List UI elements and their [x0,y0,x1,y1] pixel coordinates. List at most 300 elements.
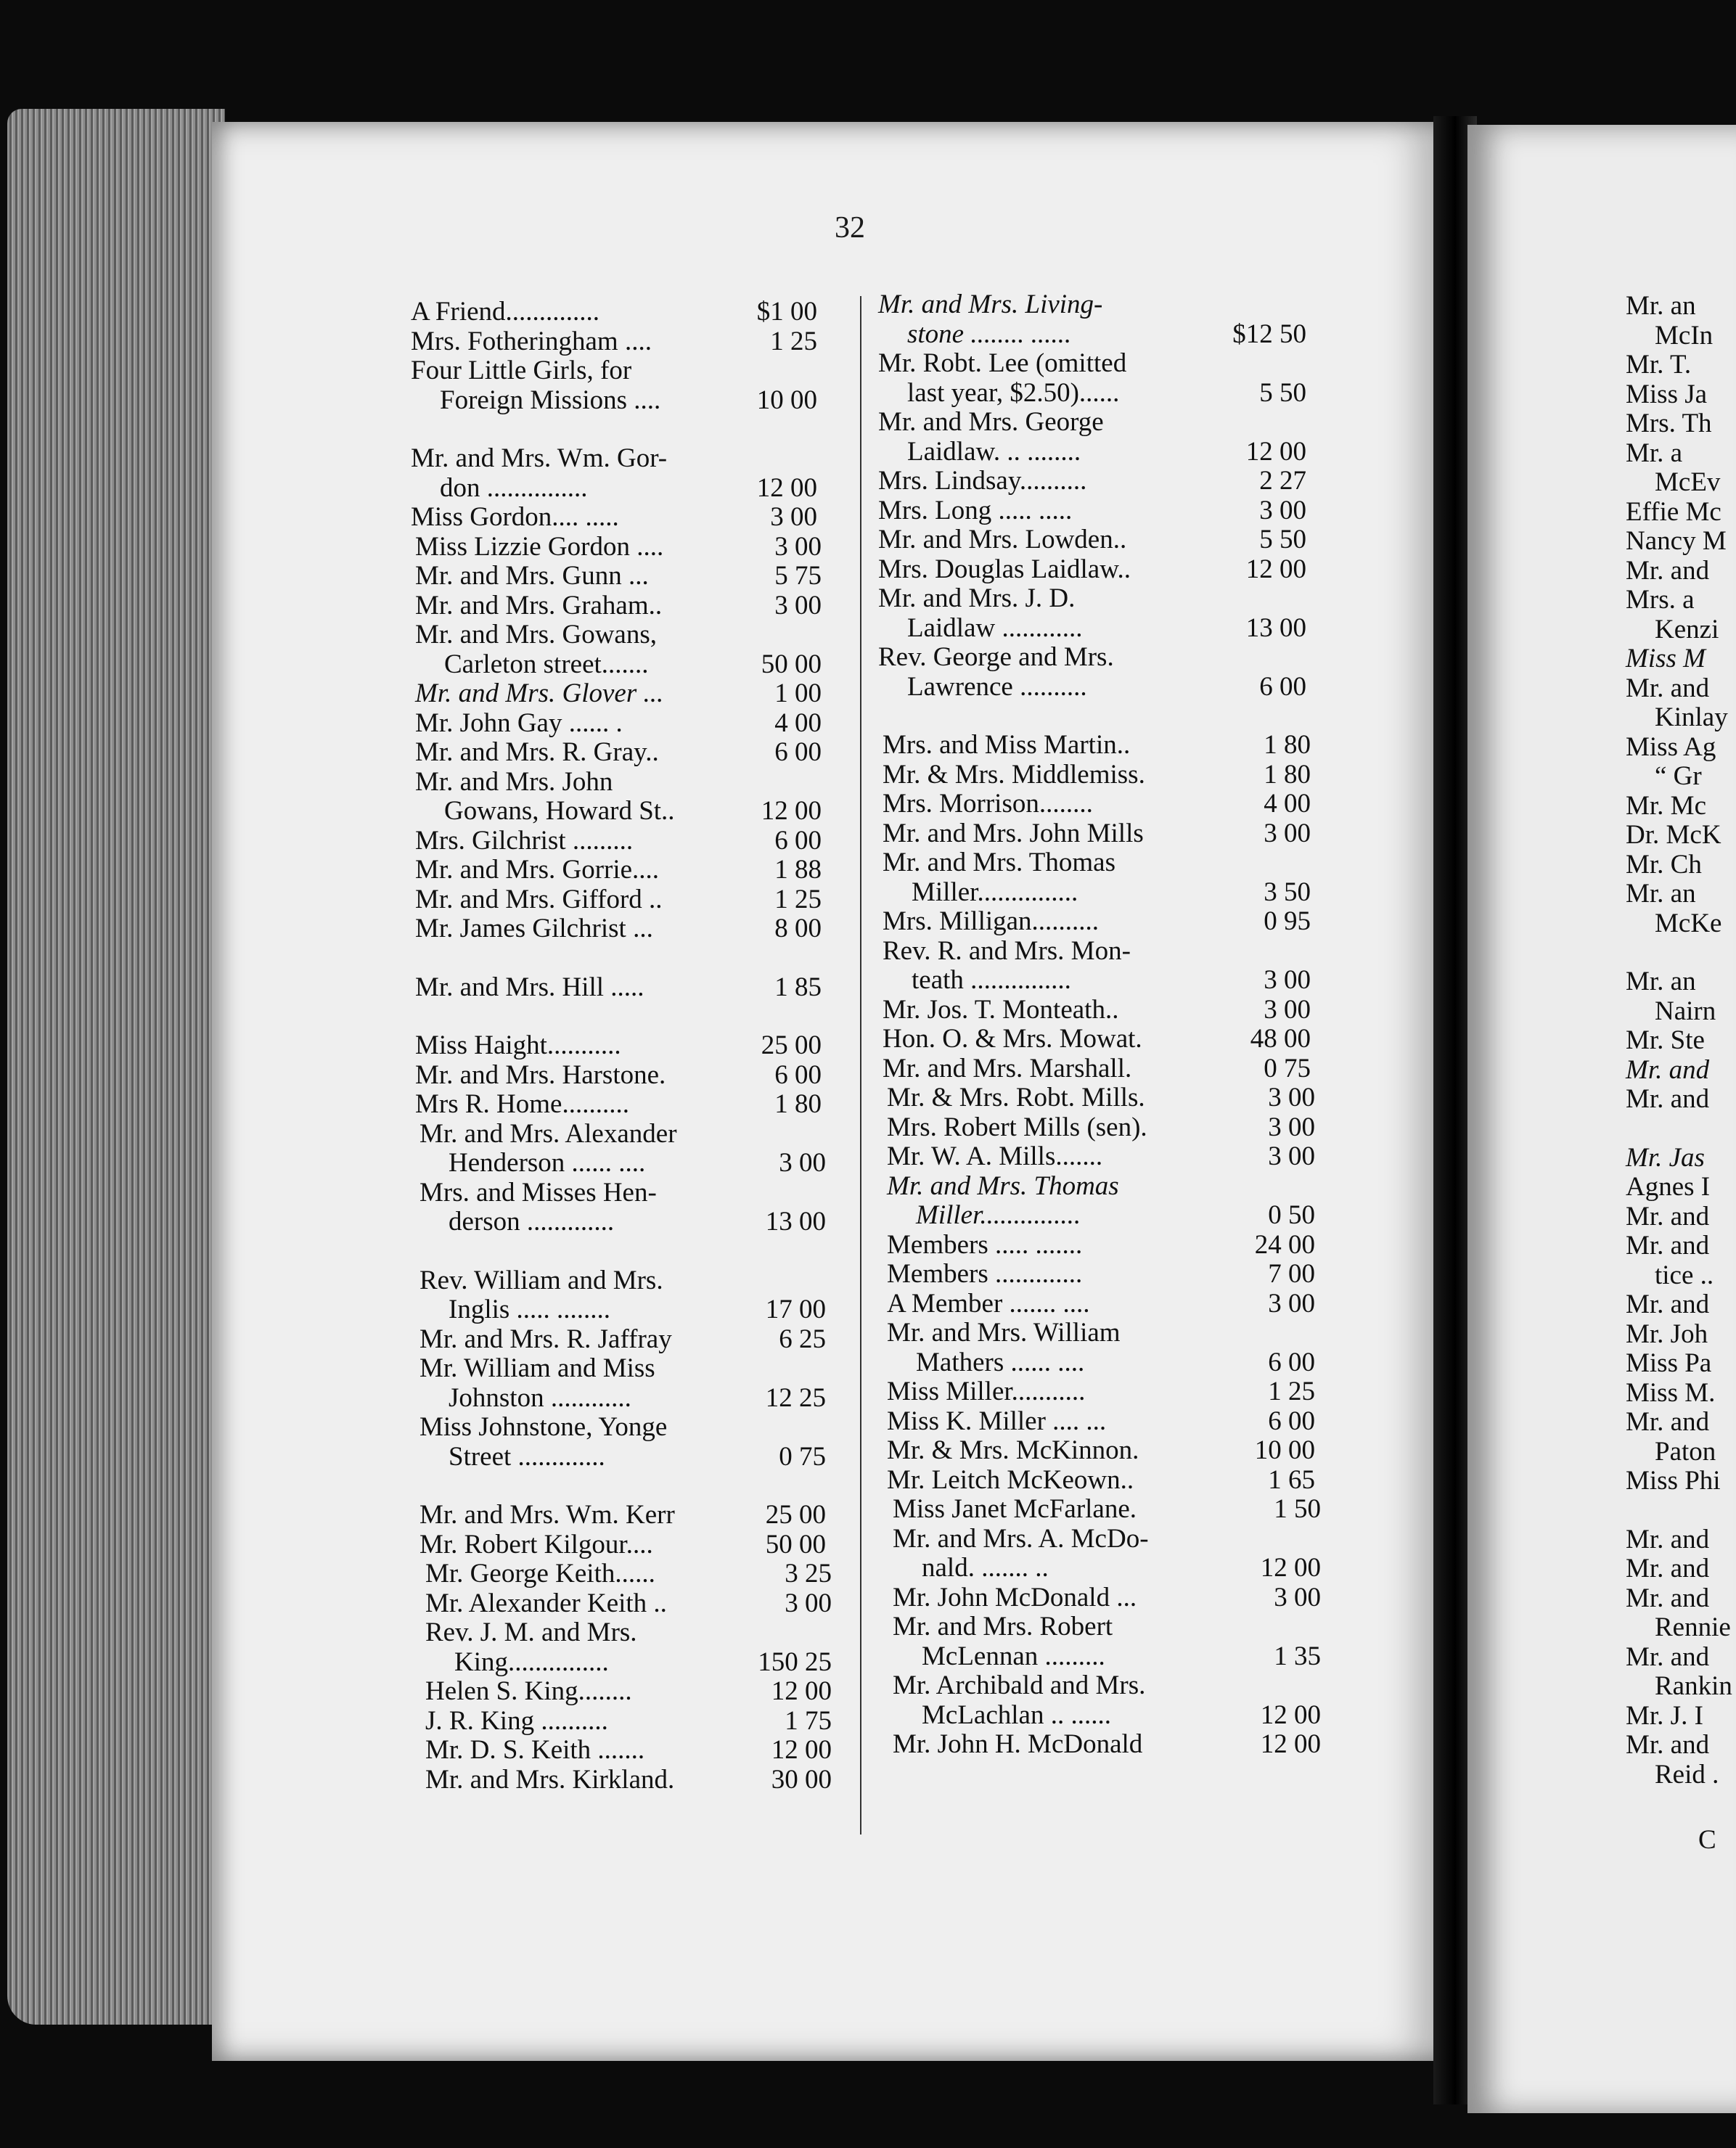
right-page-fragment: Mr. and [1626,1084,1710,1114]
donation-amount: 6 25 [779,1324,826,1354]
subscriber-entry [887,1319,1315,1377]
subscriber-name [415,856,743,885]
subscriber-name-line: Rev. William and Mrs. [419,1265,663,1295]
subscriber-name-line: Miss Johnstone, Yonge [419,1412,668,1442]
subscriber-entry [415,1031,822,1061]
subscriber-name [883,937,1232,996]
subscriber-name-line: Mrs. Milligan.......... [883,906,1100,936]
subscriber-name-line: Mr. and Mrs. Alexander [419,1118,677,1149]
subscriber-entry [425,1677,832,1707]
subscriber-name-line: Mr. and Mrs. Living- [878,290,1103,319]
subscriber-name-line: Miss Miller........... [887,1377,1086,1406]
right-page-fragment: Mr. and [1626,1524,1710,1554]
donation-amount: 10 00 [756,385,817,415]
subscriber-name-line: Street ............. [449,1441,605,1472]
subscriber-name [887,1083,1237,1113]
subscriber-name-line: nald. ....... .. [922,1553,1049,1583]
subscriber-name-line: Mr. & Mrs. Robt. Mills. [887,1083,1145,1112]
right-page-fragment: Rankin [1655,1671,1732,1701]
subscriber-entry [887,1260,1315,1290]
subscriber-name-line: Inglis ..... ........ [449,1295,611,1324]
subscriber-name-line: Mr. Jos. T. Monteath.. [883,994,1119,1025]
subscriber-name [887,1377,1237,1407]
subscriber-entry [419,1354,826,1413]
subscriber-name-line: Mr. and Mrs. R. Gray.. [415,737,659,767]
subscriber-entry [893,1495,1321,1525]
subscriber-name [893,1525,1242,1583]
right-page-fragment: Mr. an [1626,291,1696,321]
donation-amount: $12 50 [1232,319,1306,349]
subscriber-entry [415,768,822,827]
subscriber-name [887,1142,1237,1172]
subscriber-entry [883,761,1311,790]
subscriber-name-line: McLachlan .. ...... [922,1700,1111,1730]
subscriber-entry [878,408,1306,467]
donation-amount: 5 50 [1259,525,1306,554]
subscriber-name-line: Miss Janet McFarlane. [893,1494,1137,1524]
subscriber-name [878,496,1228,526]
subscriber-entry [419,1266,826,1325]
donation-amount: 4 00 [774,708,822,738]
subscriber-name-line: Mr. John Gay ...... . [415,708,623,738]
subscriber-name-line: Laidlaw. .. ........ [907,436,1081,467]
subscriber-entry [411,444,817,503]
subscriber-name [415,562,743,591]
subscriber-name-line: Mr. James Gilchrist ... [415,914,653,943]
donation-amount: 3 00 [770,502,817,532]
right-page-fragment: Mr. and [1626,1231,1710,1260]
donation-amount: 12 00 [1245,554,1306,584]
subscriber-name-line: Mr. Robt. Lee (omitted [878,348,1127,378]
subscriber-entry [893,1525,1321,1583]
subscriber-name-line: derson ............. [449,1207,615,1237]
subscriber-name [415,885,743,915]
subscriber-name [419,1413,748,1472]
subscriber-name-line: teath ............... [912,965,1071,995]
subscriber-name [887,1290,1237,1319]
subscriber-entry [883,731,1311,761]
donation-amount: 17 00 [765,1295,826,1324]
subscriber-entry [893,1612,1321,1671]
subscriber-name-line: Rev. George and Mrs. [878,642,1114,672]
right-page-fragment: Mr. Ste [1626,1025,1705,1055]
donation-amount: 1 80 [1264,730,1311,760]
right-page-fragment: Mr. and [1626,1201,1710,1231]
subscriber-entry [425,1766,832,1795]
donation-amount: 3 00 [779,1148,826,1178]
donation-amount: 25 00 [761,1030,822,1060]
subscriber-name [425,1736,753,1766]
donation-amount: 6 00 [774,737,822,767]
donation-amount: 50 00 [761,649,822,679]
subscriber-name-line: Mrs. Lindsay.......... [878,466,1087,496]
right-page-fragment: Miss Ag [1626,731,1716,762]
subscriber-name [415,738,743,768]
donation-amount: 3 50 [1264,877,1311,907]
subscriber-name-line: Mr. and Mrs. A. McDo- [893,1523,1149,1554]
donation-amount: 6 00 [1268,1347,1315,1377]
subscriber-name [425,1707,753,1737]
donation-amount: 24 00 [1254,1229,1315,1260]
subscriber-name-line: Mrs R. Home.......... [415,1089,629,1119]
right-page-fragment: Kinlay [1655,702,1728,732]
subscriber-name-line: Lawrence .......... [907,671,1087,702]
subscriber-name-line: Miss Gordon.... ..... [411,502,619,532]
subscriber-entry [411,356,817,415]
donation-amount: 1 25 [774,884,822,914]
donation-amount: 1 80 [1264,759,1311,790]
subscriber-entry [887,1290,1315,1319]
right-page-fragment: Mr. an [1626,879,1696,909]
subscriber-name [415,709,743,739]
donation-amount: 30 00 [771,1764,832,1795]
subscriber-name [887,1172,1237,1231]
subscriber-name-line: Mr. Leitch McKeown.. [887,1464,1134,1495]
donation-amount: 150 25 [758,1647,832,1677]
donation-amount: 0 75 [1264,1053,1311,1083]
subscriber-name [415,768,743,827]
donation-amount: 3 00 [1264,818,1311,848]
donation-amount: 3 00 [1268,1083,1315,1112]
donation-amount: 4 00 [1264,789,1311,819]
donation-amount: 13 00 [1245,612,1306,643]
donation-amount: 12 00 [771,1735,832,1765]
subscriber-name-line: Miss Haight........... [415,1030,621,1060]
right-page-fragment: Effie Mc [1626,496,1721,527]
subscriber-name-line: J. R. King .......... [425,1705,608,1736]
subscriber-entry [878,349,1306,408]
subscriber-name [419,1501,748,1530]
subscriber-entry [415,1061,822,1091]
subscriber-entry [411,327,817,357]
right-page-fragment: Miss M. [1626,1377,1716,1408]
subscriber-name-line: Mr. and Mrs. Gowans, [415,620,657,649]
subscriber-name [883,848,1232,907]
subscriber-name [883,907,1232,937]
donation-amount: 13 00 [765,1207,826,1237]
page-edges [7,109,225,2025]
subscriber-entry [425,1559,832,1589]
donation-amount: 3 00 [1268,1112,1315,1142]
right-page-fragment: Mr. and [1626,1054,1710,1085]
donation-amount: 3 00 [1264,994,1311,1025]
subscriber-entry [883,1054,1311,1084]
subscriber-name-line: Mrs. Gilchrist ......... [415,825,634,856]
subscriber-name-line: Mr. and Mrs. Hill ..... [415,972,644,1002]
subscriber-entry [415,709,822,739]
donation-amount: 0 50 [1268,1200,1315,1230]
subscriber-name [883,790,1232,819]
subscriber-name [887,1319,1237,1377]
donation-amount: 48 00 [1250,1024,1311,1054]
subscriber-name [887,1113,1237,1143]
subscriber-name-line: Laidlaw ............ [907,612,1083,643]
subscriber-name-line: Henderson ...... .... [449,1148,646,1178]
subscriber-name [419,1354,748,1413]
subscriber-name-line: Miller............... [916,1200,1081,1230]
subscriber-entry [887,1231,1315,1260]
donation-amount: 2 27 [1259,466,1306,496]
subscriber-name-line: Miller............... [912,877,1078,907]
subscriber-entry [411,298,817,327]
subscriber-entry [887,1466,1315,1496]
right-page-fragment: Mr. and [1626,1290,1710,1319]
right-page-fragment: Mrs. a [1626,585,1695,615]
subscriber-name-line: Mr. William and Miss [419,1353,655,1383]
subscriber-name-line: don ............... [440,472,588,503]
subscriber-name [893,1495,1242,1525]
right-page-fragment: Mr. and [1626,673,1710,703]
subscriber-entry [415,620,822,679]
subscriber-name-line: Carleton street....... [444,649,649,679]
subscriber-entry [883,819,1311,849]
subscriber-name [425,1559,753,1589]
subscriber-entry [878,555,1306,585]
subscriber-name-line: Four Little Girls, for [411,356,632,385]
subscriber-name [887,1466,1237,1496]
subscriber-entry [425,1589,832,1619]
subscriber-entry [887,1172,1315,1231]
right-page-fragment: Mr. and [1626,1730,1710,1760]
donation-amount: 6 00 [1259,671,1306,702]
subscriber-name-line: Mr. John H. McDonald [893,1729,1143,1759]
right-page-fragment: Miss M [1626,644,1706,673]
donation-amount: 12 00 [771,1676,832,1706]
donation-amount: 1 88 [774,855,822,885]
subscriber-name-line: Mr. and Mrs. Wm. Gor- [411,443,668,473]
donation-amount: 12 00 [1245,436,1306,467]
subscriber-entry [883,1025,1311,1054]
subscriber-entry [887,1407,1315,1437]
subscriber-name [883,1054,1232,1084]
subscriber-name [893,1730,1242,1760]
subscriber-name [425,1618,753,1677]
donation-amount: 12 00 [1260,1700,1321,1730]
donation-amount: 3 00 [1268,1288,1315,1319]
subscriber-name [425,1766,753,1795]
donation-amount: 1 25 [770,326,817,356]
subscriber-entry [893,1583,1321,1613]
subscriber-entry [887,1113,1315,1143]
right-page-fragment: Dr. McK [1626,820,1721,850]
subscriber-name-line: Gowans, Howard St.. [444,796,675,826]
subscriber-name-line: Mr. W. A. Mills....... [887,1141,1103,1171]
subscriber-name [893,1583,1242,1613]
right-page-fragment: Miss Pa [1626,1348,1712,1378]
right-page-fragment: Nancy M [1626,526,1727,556]
right-page-fragment: Mr. Jas [1626,1142,1705,1173]
subscriber-name [411,327,739,357]
subscriber-name-line: Mr. and Mrs. John Mills [883,818,1144,848]
donation-amount: 6 00 [774,825,822,856]
right-page-fragment: Mr. Joh [1626,1319,1708,1349]
subscriber-entry [893,1671,1321,1730]
subscriber-name-line: Mr. and Mrs. R. Jaffray [419,1324,672,1354]
subscriber-entry [415,591,822,621]
subscriber-name [419,1266,748,1325]
right-page-fragment: Mrs. Th [1626,409,1712,438]
donation-amount: 1 75 [785,1705,832,1736]
right-page-fragment: Mr. and [1626,555,1710,586]
subscriber-name [893,1612,1242,1671]
right-page-column [1626,292,1736,1856]
subscriber-name-line: Mrs. Robert Mills (sen). [887,1112,1147,1142]
right-page-fragment: Mr. T. [1626,350,1692,380]
subscriber-name [415,620,743,679]
subscriber-name-line: Mr. and Mrs. Lowden.. [878,525,1127,554]
subscriber-entry [878,467,1306,496]
donation-amount: 1 50 [1274,1494,1321,1524]
subscriber-name [419,1178,748,1237]
subscriber-name [411,298,739,327]
subscriber-name-line: Mrs. Morrison........ [883,789,1093,819]
donation-amount: 1 35 [1274,1641,1321,1671]
subscriber-name [415,1090,743,1120]
subscriber-name-line: Mr. Archibald and Mrs. [893,1671,1146,1700]
right-page-fragment: McIn [1655,320,1714,351]
right-page-fragment: McEv [1655,467,1721,497]
subscriber-name [411,503,739,533]
subscriber-name-line: Rev. J. M. and Mrs. [425,1618,637,1647]
donation-amount: 3 00 [1259,495,1306,525]
donation-amount: 3 00 [1264,965,1311,995]
subscriber-name [883,996,1232,1025]
subscriber-entry [415,914,822,944]
subscriber-name-line: Mr. and Mrs. William [887,1318,1121,1348]
subscriber-name [425,1677,753,1707]
subscriber-name-line: Mr. & Mrs. Middlemiss. [883,759,1145,790]
right-page-fragment: Mr. and [1626,1407,1710,1437]
subscriber-name [893,1671,1242,1730]
subscriber-entry [883,907,1311,937]
subscriber-name-line: Members ............. [887,1259,1083,1289]
right-page-fragment: Mr. Mc [1626,790,1706,821]
donation-amount: 1 80 [774,1089,822,1119]
right-page-fragment: Kenzi [1655,614,1719,644]
subscriber-name [415,591,743,621]
right-page-fragment: Mr. and [1626,1641,1710,1672]
right-page-fragment: Mr. and [1626,1554,1710,1583]
subscriber-name-line: Mr. Alexander Keith .. [425,1588,667,1618]
right-page-fragment: Paton [1655,1436,1716,1467]
donation-amount: 3 00 [1268,1141,1315,1171]
subscriber-name-line: Mr. and Mrs. Wm. Kerr [419,1500,675,1530]
subscriber-entry [415,533,822,562]
subscriber-name [887,1231,1237,1260]
donation-amount: 8 00 [774,914,822,943]
subscriber-entry [419,1501,826,1530]
subscriber-name-line: Mr. and Mrs. Harstone. [415,1059,666,1090]
right-page-fragment: Miss Phi [1626,1466,1721,1496]
subscriber-entry [415,562,822,591]
donation-amount: 3 00 [1274,1582,1321,1612]
donation-amount: 12 00 [756,472,817,503]
donation-amount: 25 00 [765,1500,826,1530]
subscriber-entry [887,1436,1315,1466]
subscriber-name [411,356,739,415]
right-page-fragment: “ Gr [1655,761,1702,791]
subscriber-entry [883,790,1311,819]
subscriber-name-line: Mr. and Mrs. Marshall. [883,1053,1132,1083]
subscriber-entry [878,496,1306,526]
subscriber-name [883,1025,1232,1054]
donation-amount: 12 00 [1260,1553,1321,1583]
subscriber-entry [893,1730,1321,1760]
subscriber-entry [878,290,1306,349]
right-page-fragment: Mr. an [1626,967,1696,996]
donation-amount: 1 25 [1268,1377,1315,1406]
subscriber-name-line: Mr. and Mrs. Gifford .. [415,884,663,914]
left-column [411,297,832,1795]
subscriber-name-line: Mathers ...... .... [916,1347,1085,1377]
subscriber-entry [425,1618,832,1677]
subscriber-name-line: Johnston ............ [449,1382,631,1413]
subscriber-name-line: Mrs. and Misses Hen- [419,1177,657,1208]
donation-amount: 1 00 [774,679,822,708]
subscriber-name-line: Mr. George Keith...... [425,1559,655,1589]
right-page-fragment: Mr. a [1626,438,1683,468]
donation-amount: 10 00 [1254,1435,1315,1465]
middle-column [878,290,1321,1760]
subscriber-name [878,643,1228,702]
signature-letter: C [1698,1825,1716,1855]
donation-amount: 3 00 [774,590,822,620]
subscriber-name [425,1589,753,1619]
subscriber-entry [878,643,1306,702]
subscriber-name-line: Mr. D. S. Keith ....... [425,1735,645,1765]
subscriber-entry [415,885,822,915]
donation-amount: 6 00 [774,1059,822,1090]
subscriber-name [878,408,1228,467]
subscriber-name-line: Mr. and Mrs. Graham.. [415,590,663,620]
subscriber-name [415,973,743,1003]
subscriber-name [887,1407,1237,1437]
donation-amount: 12 00 [761,796,822,826]
donation-amount: 3 00 [774,531,822,562]
right-page-fragment: Nairn [1655,996,1716,1026]
right-page-fragment: Reid . [1655,1759,1719,1790]
subscriber-entry [887,1142,1315,1172]
subscriber-name-line: A Member ....... .... [887,1288,1090,1319]
subscriber-name [419,1120,748,1178]
subscriber-name [419,1530,748,1560]
subscriber-entry [419,1413,826,1472]
right-page-fragment: tice .. [1655,1260,1714,1290]
subscriber-name [887,1436,1237,1466]
right-page-fragment: Mr. and [1626,1583,1710,1613]
subscriber-name-line: Mr. and Mrs. Thomas [887,1171,1119,1201]
subscriber-entry [883,848,1311,907]
right-page-fragment: Agnes I [1626,1172,1711,1202]
subscriber-name-line: Mr. and Mrs. Thomas [883,848,1116,877]
column-divider [860,296,861,1835]
subscriber-name [883,731,1232,761]
subscriber-name-line: A Friend.............. [411,297,600,327]
subscriber-entry [419,1325,826,1355]
subscriber-entry [883,937,1311,996]
subscriber-entry [878,525,1306,555]
donation-amount: 5 50 [1259,377,1306,408]
subscriber-name-line: Mr. and Mrs. George [878,407,1104,437]
subscriber-name-line: Mr. Robert Kilgour.... [419,1529,653,1559]
subscriber-name [415,827,743,856]
subscriber-name-line: Mrs. Douglas Laidlaw.. [878,554,1131,584]
donation-amount: 7 00 [1268,1259,1315,1289]
subscriber-name-line: Miss K. Miller .... ... [887,1406,1107,1436]
subscriber-entry [887,1377,1315,1407]
subscriber-name-line: Mrs. Long ..... ..... [878,495,1073,525]
donation-amount: 0 75 [779,1441,826,1472]
